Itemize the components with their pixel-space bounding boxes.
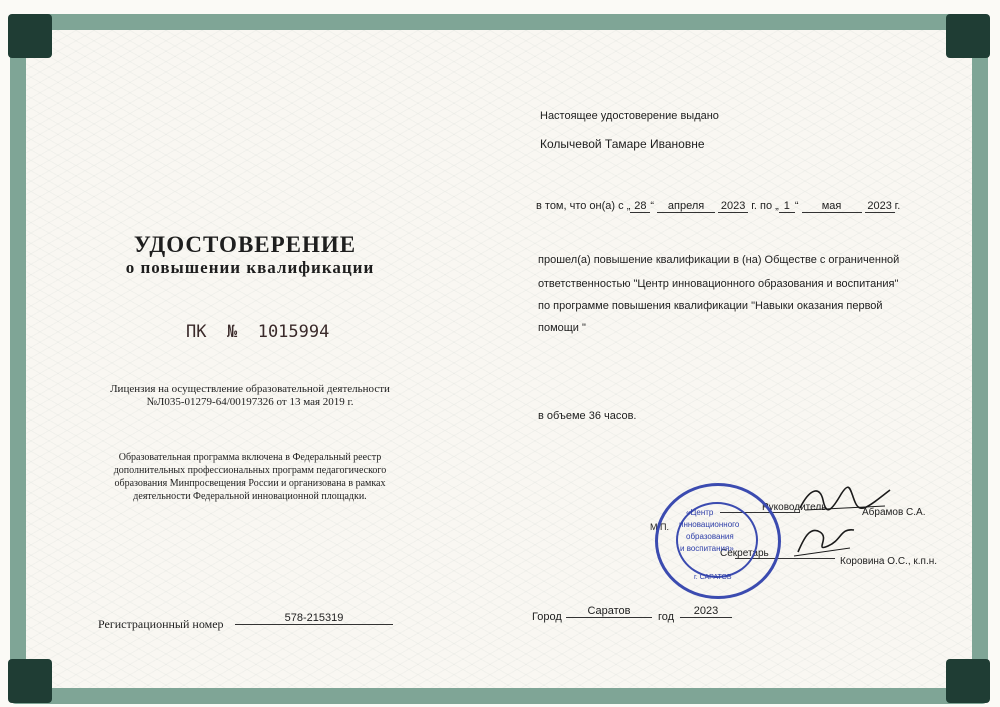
certificate-number xyxy=(186,322,329,342)
program-line-3: образования Минпросвещения России и организована в рамках xyxy=(114,478,386,489)
issued-to-label: Настоящее удостоверение выдано xyxy=(540,110,719,122)
to-label: г. по xyxy=(751,200,773,212)
end-year: 2023 xyxy=(865,200,895,213)
open-quote-end: „ xyxy=(775,200,779,212)
start-month: апреля xyxy=(657,200,715,213)
period-line xyxy=(536,200,900,213)
number-value: 1015994 xyxy=(257,322,330,342)
mp-label: М.П. xyxy=(650,522,669,532)
series-prefix: ПК xyxy=(186,322,207,342)
seal-center-2: инновационного xyxy=(679,520,740,529)
year-value: 2023 xyxy=(680,605,732,618)
open-quote: „ xyxy=(626,200,631,212)
corner-ornament-bottom-left xyxy=(8,659,52,703)
corner-ornament-bottom-right xyxy=(946,659,990,703)
course-line-4: помощи " xyxy=(538,322,586,334)
end-day: 1 xyxy=(779,200,795,213)
city-value: Саратов xyxy=(566,605,652,618)
certificate-title: УДОСТОВЕРЕНИЕ xyxy=(133,232,357,257)
program-line-4: деятельности Федеральной инновационной площадки. xyxy=(133,491,367,502)
secretary-label: Секретарь xyxy=(720,548,769,559)
close-quote-end: “ xyxy=(794,200,799,212)
head-signature xyxy=(795,478,895,520)
head-name: Абрамов С.А. xyxy=(862,507,926,518)
period-prefix: в том, что он(а) с xyxy=(536,200,624,212)
course-line-1: прошел(а) повышение квалификации в (на) Обществе с ограниченной xyxy=(538,254,900,266)
program-line-2: дополнительных профессиональных программ педагогического xyxy=(113,465,387,476)
program-line-1: Образовательная программа включена в Федеральный реестр xyxy=(118,452,382,463)
start-day: 28 xyxy=(630,200,650,213)
organization-seal xyxy=(655,483,781,599)
seal-city: г. САРАТОВ xyxy=(694,574,732,581)
volume-label: в объеме xyxy=(538,410,586,422)
license-line-1: Лицензия на осуществление образовательной деятельности xyxy=(110,383,390,395)
year-suffix: г. xyxy=(894,200,901,212)
close-quote: “ xyxy=(650,200,655,212)
seal-center-1: «Центр xyxy=(686,508,714,517)
certificate-subtitle: о повышении квалификации xyxy=(125,258,375,277)
secretary-signature xyxy=(790,518,860,560)
volume-value: 36 часов. xyxy=(588,410,637,422)
year-label: год xyxy=(658,611,675,623)
registration-label: Регистрационный номер xyxy=(98,617,224,631)
end-month: мая xyxy=(802,200,862,213)
license-line-2: №Л035-01279-64/00197326 от 13 мая 2019 г. xyxy=(146,396,354,408)
course-line-3: по программе повышения квалификации "Навыки оказания первой xyxy=(538,300,883,312)
course-line-2: ответственностью "Центр инновационного образования и воспитания" xyxy=(538,278,899,290)
start-year: 2023 xyxy=(718,200,748,213)
corner-ornament-top-left xyxy=(8,14,52,58)
head-label: Руководитель xyxy=(762,502,827,513)
seal-center-4: и воспитания» xyxy=(680,544,734,553)
recipient-name: Колычевой Тамаре Ивановне xyxy=(540,137,705,151)
corner-ornament-top-right xyxy=(946,14,990,58)
number-sign: № xyxy=(226,322,238,342)
registration-number: 578-215319 xyxy=(235,612,393,625)
secretary-name: Коровина О.С., к.п.н. xyxy=(840,556,938,567)
volume-line xyxy=(538,410,636,422)
seal-center-3: образования xyxy=(686,532,734,541)
certificate-background xyxy=(26,30,972,688)
city-label: Город xyxy=(532,611,562,623)
